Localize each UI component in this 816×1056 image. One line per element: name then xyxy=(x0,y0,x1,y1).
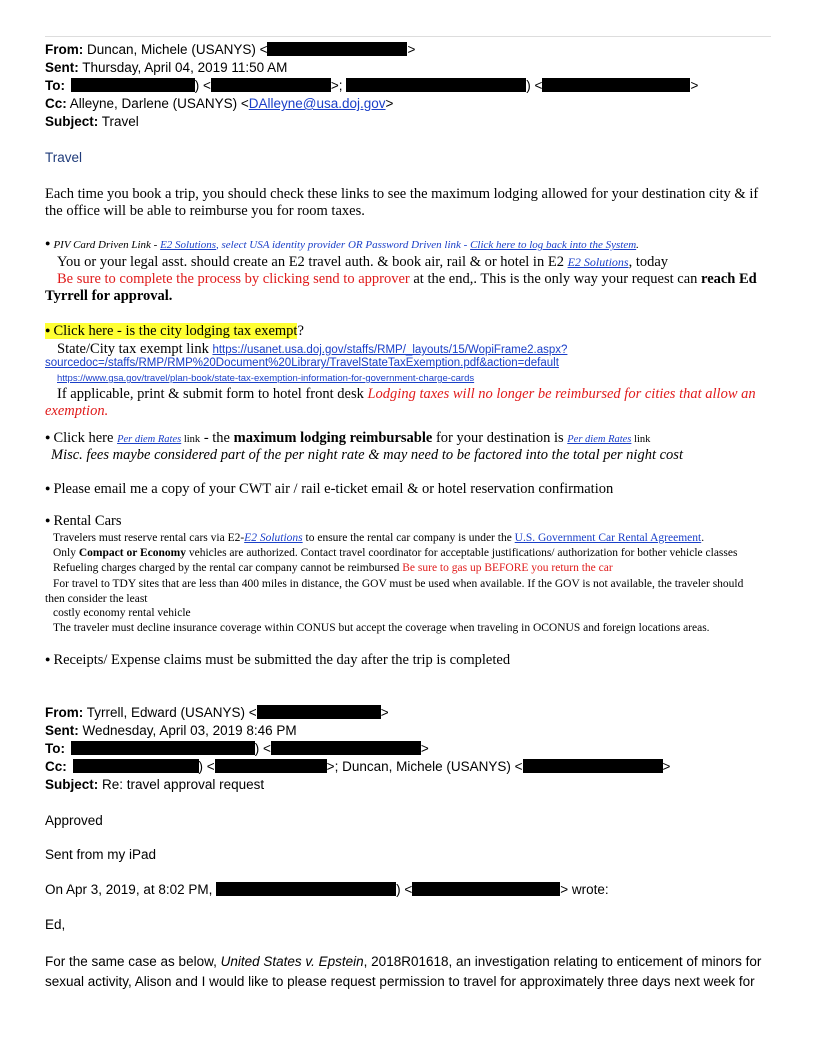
piv-prefix: PIV Card Driven Link - xyxy=(53,239,161,251)
redaction-box xyxy=(71,741,255,755)
gas-up-warning: Be sure to gas up BEFORE you return the car xyxy=(402,562,613,574)
e2-solutions-link[interactable]: E2 Solutions xyxy=(160,239,216,251)
state-tax-url-2[interactable]: sourcedoc=/staffs/RMP/RMP%20Document%20Library/TravelStateTaxExemption.pdf&action=default xyxy=(45,357,559,369)
email2-cc-line: Cc: ) < >; Duncan, Michele (USANYS) < > xyxy=(45,759,671,774)
tax-question-mark: ? xyxy=(297,323,304,339)
from-name: Duncan, Michele (USANYS) < xyxy=(87,42,268,57)
max-lodging-bold: maximum lodging reimbursable xyxy=(233,430,433,446)
bullet-icon: ● xyxy=(45,515,51,525)
per-diem-link-2[interactable]: Per diem Rates xyxy=(567,434,632,445)
process-warning: Be sure to complete the process by clicking send to approver xyxy=(57,271,410,287)
redaction-box xyxy=(523,759,663,773)
redaction-box xyxy=(73,759,199,773)
from-name-2: Tyrrell, Edward (USANYS) < xyxy=(86,705,257,720)
redaction-box xyxy=(271,741,421,755)
approved-text: Approved xyxy=(45,813,103,828)
intro-paragraph: Each time you book a trip, you should check these links to see the maximum lodging allowed for your destination city & if the office will be able to reimburse you for room taxes. xyxy=(45,186,759,219)
sent-from-ipad: Sent from my iPad xyxy=(45,847,157,862)
cc-label-2: Cc: xyxy=(45,759,67,774)
email2-subject-line xyxy=(45,777,264,792)
redaction-box xyxy=(257,705,381,719)
redaction-box xyxy=(215,759,327,773)
redaction-box xyxy=(71,78,195,92)
email-copy-line xyxy=(45,481,613,498)
para-1: For the same case as below, xyxy=(45,954,221,969)
per-diem-link[interactable]: Per diem Rates xyxy=(117,434,182,445)
receipts-line xyxy=(45,652,510,669)
email1-from-line: From: Duncan, Michele (USANYS) < > xyxy=(45,42,416,57)
rental-line-5: costly economy rental vehicle xyxy=(53,607,191,619)
rental-1a: Travelers must reserve rental cars via E2- xyxy=(53,532,245,544)
rental-3a: Refueling charges charged by the rental car company cannot be reimbursed xyxy=(53,562,403,574)
rental-heading-text: Rental Cars xyxy=(53,513,122,529)
cc-label: Cc: xyxy=(45,96,67,111)
state-tax-url-line-2 xyxy=(45,357,559,369)
state-tax-url-1[interactable]: https://usanet.usa.doj.gov/staffs/RMP/_layouts/15/WopiFrame2.aspx? xyxy=(212,344,568,356)
state-tax-line xyxy=(57,341,567,358)
from-label-2: From: xyxy=(45,705,84,720)
redaction-box xyxy=(267,42,407,56)
cc-name: Alleyne, Darlene (USANYS) < xyxy=(69,96,249,111)
rental-1b: to ensure the rental car company is under the xyxy=(302,532,515,544)
subject-label: Subject: xyxy=(45,114,99,129)
receipts-text: Receipts/ Expense claims must be submitted the day after the trip is completed xyxy=(53,652,511,668)
bullet-icon: ● xyxy=(45,325,51,335)
wrote-text: > wrote: xyxy=(560,882,609,897)
email2-to-line: To: ) < > xyxy=(45,741,429,756)
redaction-box xyxy=(346,78,526,92)
today-text: , today xyxy=(628,254,669,270)
redaction-box xyxy=(542,78,690,92)
process-rest: at the end,. This is the only way your request can xyxy=(409,271,702,287)
link-word: link xyxy=(181,434,201,445)
misc-fees-line: Misc. fees maybe considered part of the per night rate & may need to be factored into the total per night cost xyxy=(51,447,683,463)
lodging-warning: Lodging taxes will no longer be reimbursed for cities that allow an exemption. xyxy=(45,386,756,419)
redaction-box xyxy=(412,882,560,896)
state-tax-label: State/City tax exempt link xyxy=(57,341,213,357)
rental-line-6: The traveler must decline insurance coverage within CONUS but accept the coverage when traveling in OCONUS and foreign locations areas. xyxy=(53,622,710,634)
sent-date-2: Wednesday, April 03, 2019 8:46 PM xyxy=(82,723,297,738)
rental-line-3 xyxy=(53,562,613,574)
per-diem-suffix: for your destination is xyxy=(432,430,568,446)
e2-solutions-link-3[interactable]: E2 Solutions xyxy=(244,532,303,544)
piv-mid: , select USA identity provider OR Password Driven link - xyxy=(216,239,471,251)
bullet-icon: ● xyxy=(45,238,51,248)
gsa-url-line xyxy=(57,373,474,384)
gsa-url[interactable]: https://www.gsa.gov/travel/plan-book/state-tax-exemption-information-for-government-charge-cards xyxy=(57,373,475,384)
cc-email-link[interactable]: DAlleyne@usa.doj.gov xyxy=(248,96,386,111)
email1-subject-line xyxy=(45,114,139,129)
sent-label-2: Sent: xyxy=(45,723,79,738)
rental-2a: Only xyxy=(53,547,79,559)
link-word-2: link xyxy=(631,434,651,445)
email1-cc-line: Cc: Alleyne, Darlene (USANYS) <DAlleyne@usa.doj.gov> xyxy=(45,96,394,111)
rental-line-4: For travel to TDY sites that are less than 400 miles in distance, the GOV must be used when available. If the GOV is not available, the traveler should then consider the least xyxy=(45,578,744,605)
to-label: To: xyxy=(45,78,65,93)
cc-tail: ; Duncan, Michele (USANYS) < xyxy=(334,759,523,774)
piv-line: ● PIV Card Driven Link - E2 Solutions, select USA identity provider OR Password Driven link - Click here to log back into the System. xyxy=(45,238,639,251)
subject-label-2: Subject: xyxy=(45,777,99,792)
rental-cars-heading xyxy=(45,513,122,530)
e2-solutions-link-2[interactable]: E2 Solutions xyxy=(567,255,629,269)
compact-economy-bold: Compact or Economy xyxy=(78,547,186,559)
login-link[interactable]: Click here to log back into the System xyxy=(470,239,637,251)
sent-date: Thursday, April 04, 2019 11:50 AM xyxy=(82,60,288,75)
from-label: From: xyxy=(45,42,84,57)
rental-line-2 xyxy=(53,547,737,559)
print-text: If applicable, print & submit form to hotel front desk xyxy=(57,386,368,402)
tax-exempt-highlight[interactable]: Click here - is the city lodging tax exempt xyxy=(53,323,298,339)
sent-label: Sent: xyxy=(45,60,79,75)
bullet-icon: ● xyxy=(45,654,51,664)
redaction-box xyxy=(216,882,396,896)
tax-exempt-line xyxy=(45,323,304,340)
email1-sent-line xyxy=(45,60,287,75)
print-submit-paragraph xyxy=(45,386,775,420)
process-paragraph xyxy=(45,271,775,305)
bullet-icon: ● xyxy=(45,483,51,493)
car-rental-agreement-link[interactable]: U.S. Government Car Rental Agreement xyxy=(514,532,702,544)
quoted-header: On Apr 3, 2019, at 8:02 PM, ) < > wrote: xyxy=(45,882,609,897)
legal-asst-line xyxy=(57,254,668,271)
legal-text: You or your legal asst. should create an E2 travel auth. & book air, rail & or hotel in E2 xyxy=(57,254,568,270)
rental-line-1: Travelers must reserve rental cars via E2-E2 Solutions to ensure the rental car company is under the U.S. Government Car Rental Agreement. xyxy=(53,532,705,544)
per-diem-prefix: Click here xyxy=(53,430,118,446)
travel-heading: Travel xyxy=(45,150,83,165)
greeting: Ed, xyxy=(45,917,66,932)
email2-from-line: From: Tyrrell, Edward (USANYS) < > xyxy=(45,705,389,720)
per-diem-mid: - the xyxy=(200,430,234,446)
email-copy-text: Please email me a copy of your CWT air / rail e-ticket email & or hotel reservation confirmation xyxy=(53,481,614,497)
subject-text-2: Re: travel approval request xyxy=(102,777,265,792)
to-label-2: To: xyxy=(45,741,65,756)
email1-to-line: To: ) < >; ) < > xyxy=(45,78,699,93)
per-diem-line xyxy=(45,430,650,447)
header-rule xyxy=(45,36,771,37)
case-name: United States v. Epstein xyxy=(220,954,364,969)
quoted-paragraph xyxy=(45,952,775,992)
rental-2c: vehicles are authorized. Contact travel coordinator for acceptable justifications/ authorization for bother vehicle classes xyxy=(186,547,738,559)
para-2: , 2018R01618, an investigation relating to enticement of minors for sexual activity, Alison and I would like to please request permission to travel for approximately three days next week for xyxy=(45,954,762,989)
subject-text: Travel xyxy=(101,114,139,129)
quoted-prefix: On Apr 3, 2019, at 8:02 PM, xyxy=(45,882,217,897)
reach-ed-text: reach Ed Tyrrell for approval. xyxy=(45,271,757,304)
redaction-box xyxy=(211,78,331,92)
bullet-icon: ● xyxy=(45,432,51,442)
email2-sent-line xyxy=(45,723,297,738)
